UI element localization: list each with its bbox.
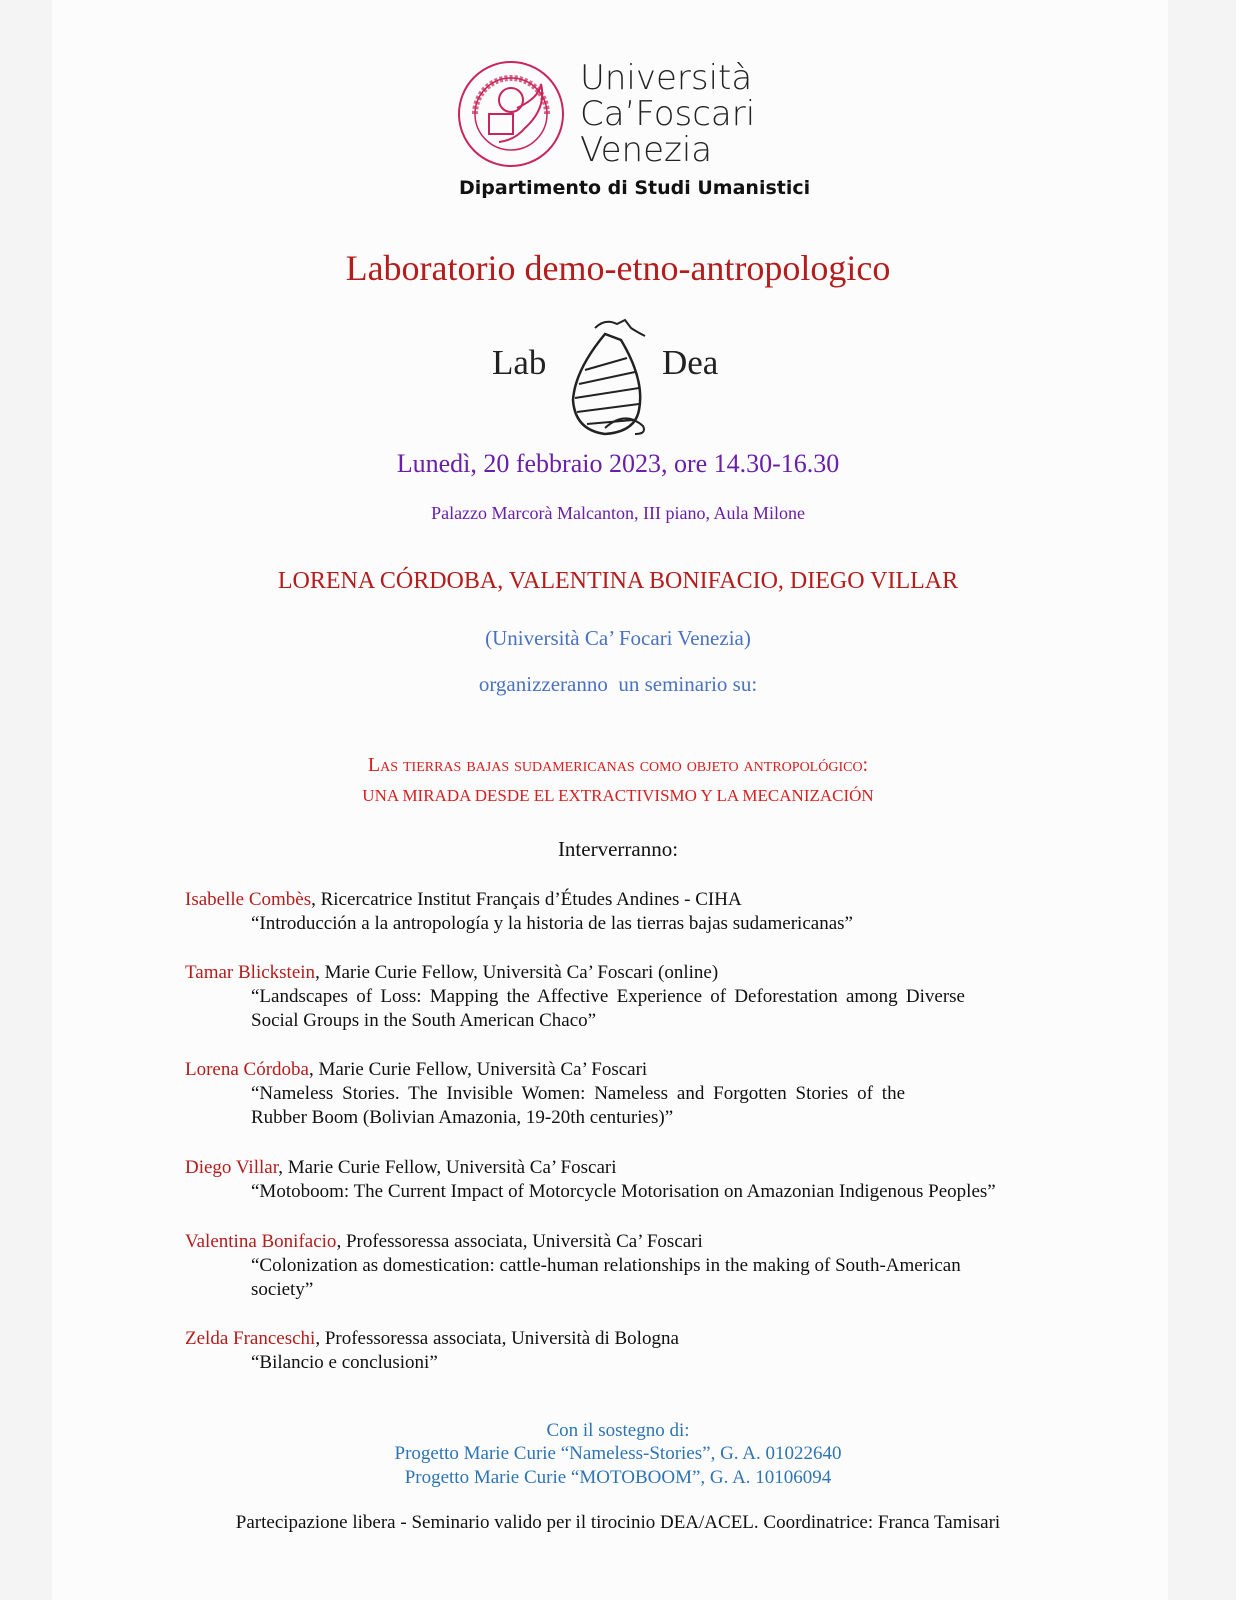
speaker-name: Lorena Córdoba [185, 1059, 309, 1080]
seminar-intro: organizzeranno un seminario su: [478, 672, 758, 696]
speaker-role: , Marie Curie Fellow, Università Ca’ Foscari [278, 1157, 617, 1178]
speaker-item [185, 1156, 1071, 1204]
lab-logo-right: Dea [662, 343, 719, 382]
speaker-name: Zelda Franceschi [185, 1328, 316, 1349]
speaker-role: , Ricercatrice Institut Français d’Études Andines - CIHA [311, 889, 742, 910]
speaker-role: , Professoressa associata, Università Ca’ Foscari [336, 1231, 703, 1252]
university-seal-logo [455, 58, 567, 170]
footer-note: Partecipazione libera - Seminario valido per il tirocinio DEA/ACEL. Coordinatrice: Franca Tamisari [235, 1512, 1001, 1533]
speaker-item [185, 1058, 905, 1130]
university-name [580, 60, 755, 168]
organizers: LORENA CÓRDOBA, VALENTINA BONIFACIO, DIEGO VILLAR [277, 568, 959, 594]
speaker-name: Valentina Bonifacio [185, 1231, 337, 1252]
university-line: Venezia [580, 130, 713, 170]
speaker-item [185, 1327, 965, 1375]
support-line: Progetto Marie Curie “MOTOBOOM”, G. A. 10106094 [404, 1467, 832, 1488]
speakers-heading: Interverranno: [557, 837, 679, 861]
speaker-name: Diego Villar [185, 1157, 279, 1178]
armadillo-logo-icon [565, 310, 655, 438]
department-name: Dipartimento di Studi Umanistici [459, 177, 811, 199]
speaker-item [185, 1230, 1011, 1302]
speaker-role: , Marie Curie Fellow, Università Ca’ Foscari [308, 1059, 648, 1080]
lab-logo-left: Lab [492, 343, 547, 382]
speaker-item [185, 961, 965, 1033]
seminar-title-line2: UNA MIRADA DESDE EL EXTRACTIVISMO Y LA MECANIZACIÓN [362, 786, 874, 805]
talk-title: “Motoboom: The Current Impact of Motorcycle Motorisation on Amazonian Indigenous Peoples” [251, 1181, 996, 1202]
speaker-role: , Marie Curie Fellow, Università Ca’ Foscari (online) [315, 962, 719, 983]
university-line: Università [580, 58, 753, 98]
support-line: Progetto Marie Curie “Nameless-Stories”, G. A. 01022640 [394, 1443, 842, 1464]
organizers-affiliation: (Università Ca’ Focari Venezia) [485, 626, 751, 650]
talk-title: “Colonization as domestication: cattle-human relationships in the making of South-American society” [251, 1255, 961, 1300]
speaker-name: Tamar Blickstein [185, 962, 316, 983]
seminar-title-line1: Las tierras bajas sudamericanas como objeto antropológico: [367, 754, 869, 776]
talk-title: “Bilancio e conclusioni” [251, 1352, 438, 1373]
speaker-item [185, 888, 965, 936]
talk-title: “Landscapes of Loss: Mapping the Affective Experience of Deforestation among Diverse Social Groups in the South American Chaco” [251, 986, 965, 1031]
speaker-role: , Professoressa associata, Università di Bologna [315, 1328, 679, 1349]
university-line: Ca’Foscari [580, 94, 756, 134]
support-heading: Con il sostegno di: [546, 1420, 690, 1441]
event-venue: Palazzo Marcorà Malcanton, III piano, Aula Milone [431, 503, 805, 523]
lab-title: Laboratorio demo-etno-antropologico [345, 248, 891, 288]
talk-title: “Introducción a la antropología y la historia de las tierras bajas sudamericanas” [251, 913, 853, 934]
speaker-name: Isabelle Combès [185, 889, 312, 910]
talk-title: “Nameless Stories. The Invisible Women: Nameless and Forgotten Stories of the Rubber Boom (Bolivian Amazonia, 19-20th centuries)” [251, 1083, 905, 1128]
event-date: Lunedì, 20 febbraio 2023, ore 14.30-16.30 [396, 449, 840, 478]
